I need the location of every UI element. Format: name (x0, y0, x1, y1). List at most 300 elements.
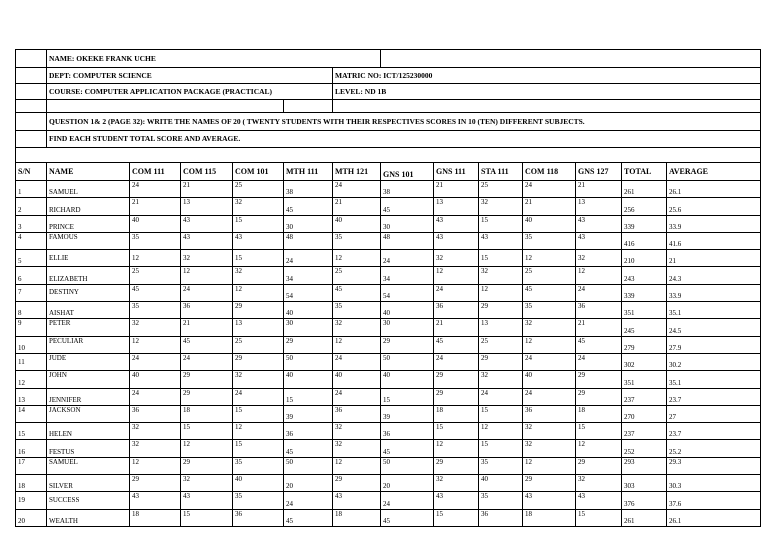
score-gns127-cell[interactable]: 43 (576, 492, 622, 509)
average-cell[interactable]: 37.6 (667, 492, 761, 509)
score-com111-cell[interactable]: 25 (130, 267, 181, 284)
score-com111-cell[interactable]: 40 (130, 215, 181, 232)
score-com118-cell[interactable]: 43 (523, 492, 576, 509)
score-gns111-cell[interactable]: 45 (434, 336, 479, 353)
score-com115-cell[interactable]: 43 (181, 215, 233, 232)
score-com111-cell[interactable]: 12 (130, 457, 181, 474)
score-com101-cell[interactable]: 32 (233, 371, 284, 388)
score-com111-cell[interactable]: 12 (130, 336, 181, 353)
score-gns101-cell[interactable]: 36 (381, 423, 434, 440)
score-com118-cell[interactable]: 29 (523, 475, 576, 492)
score-mth111-cell[interactable]: 45 (284, 198, 333, 215)
total-cell[interactable]: 261 (622, 181, 667, 198)
sn-cell[interactable]: 18 (16, 475, 47, 492)
average-cell[interactable]: 23.7 (667, 388, 761, 405)
header-mth111[interactable]: MTH 111 (284, 163, 333, 181)
student-name-cell[interactable]: SAMUEL (47, 181, 130, 198)
total-cell[interactable]: 376 (622, 492, 667, 509)
score-sta111-cell[interactable]: 15 (479, 405, 523, 422)
total-cell[interactable]: 351 (622, 302, 667, 319)
score-mth111-cell[interactable]: 29 (284, 336, 333, 353)
score-com111-cell[interactable]: 32 (130, 440, 181, 457)
header-gns111[interactable]: GNS 111 (434, 163, 479, 181)
score-sta111-cell[interactable]: 32 (479, 267, 523, 284)
score-sta111-cell[interactable]: 32 (479, 371, 523, 388)
score-mth121-cell[interactable]: 32 (333, 319, 381, 336)
score-com115-cell[interactable]: 24 (181, 284, 233, 301)
score-gns101-cell[interactable]: 39 (381, 405, 434, 422)
score-com101-cell[interactable]: 32 (233, 267, 284, 284)
score-com115-cell[interactable]: 21 (181, 319, 233, 336)
score-gns127-cell[interactable]: 12 (576, 440, 622, 457)
score-gns127-cell[interactable]: 24 (576, 284, 622, 301)
student-name-cell[interactable]: NAME: OKEKE FRANK UCHE (47, 50, 381, 68)
total-cell[interactable]: 279 (622, 336, 667, 353)
score-gns111-cell[interactable]: 24 (434, 353, 479, 370)
cell-blank[interactable] (16, 113, 47, 131)
score-mth121-cell[interactable]: 12 (333, 250, 381, 267)
sn-cell[interactable]: 2 (16, 198, 47, 215)
score-com115-cell[interactable]: 13 (181, 198, 233, 215)
average-cell[interactable]: 41.6 (667, 232, 761, 249)
cell-blank[interactable] (16, 68, 47, 84)
score-mth121-cell[interactable]: 21 (333, 198, 381, 215)
score-com115-cell[interactable]: 43 (181, 492, 233, 509)
score-mth121-cell[interactable]: 35 (333, 302, 381, 319)
score-com118-cell[interactable]: 32 (523, 440, 576, 457)
score-com118-cell[interactable]: 32 (523, 319, 576, 336)
sn-cell[interactable]: 1 (16, 181, 47, 198)
score-com118-cell[interactable]: 18 (523, 509, 576, 526)
score-com101-cell[interactable]: 15 (233, 250, 284, 267)
student-name-cell[interactable]: HELEN (47, 423, 130, 440)
score-sta111-cell[interactable]: 29 (479, 353, 523, 370)
sn-cell[interactable]: 13 (16, 388, 47, 405)
score-gns101-cell[interactable]: 30 (381, 319, 434, 336)
score-com101-cell[interactable]: 24 (233, 388, 284, 405)
score-com101-cell[interactable]: 15 (233, 215, 284, 232)
total-cell[interactable]: 416 (622, 232, 667, 249)
total-cell[interactable]: 339 (622, 215, 667, 232)
student-name-cell[interactable]: PECULIAR (47, 336, 130, 353)
score-mth121-cell[interactable]: 25 (333, 267, 381, 284)
score-gns111-cell[interactable]: 15 (434, 509, 479, 526)
score-gns101-cell[interactable]: 24 (381, 250, 434, 267)
score-com111-cell[interactable]: 45 (130, 284, 181, 301)
average-cell[interactable]: 35.1 (667, 302, 761, 319)
score-mth121-cell[interactable]: 29 (333, 475, 381, 492)
score-gns101-cell[interactable]: 24 (381, 492, 434, 509)
score-mth121-cell[interactable]: 43 (333, 492, 381, 509)
score-gns111-cell[interactable]: 15 (434, 423, 479, 440)
header-gns101[interactable]: GNS 101 (381, 163, 434, 181)
average-cell[interactable]: 26.1 (667, 181, 761, 198)
question-line-2[interactable]: FIND EACH STUDENT TOTAL SCORE AND AVERAGE. (47, 131, 761, 148)
score-gns111-cell[interactable]: 12 (434, 440, 479, 457)
score-sta111-cell[interactable]: 40 (479, 475, 523, 492)
score-gns111-cell[interactable]: 29 (434, 371, 479, 388)
score-gns111-cell[interactable]: 21 (434, 181, 479, 198)
score-mth111-cell[interactable]: 50 (284, 353, 333, 370)
average-cell[interactable]: 24.5 (667, 319, 761, 336)
sn-cell[interactable]: 8 (16, 302, 47, 319)
score-mth121-cell[interactable]: 24 (333, 388, 381, 405)
score-com115-cell[interactable]: 29 (181, 457, 233, 474)
score-com115-cell[interactable]: 24 (181, 353, 233, 370)
score-com101-cell[interactable]: 40 (233, 475, 284, 492)
score-gns101-cell[interactable]: 34 (381, 267, 434, 284)
student-name-cell[interactable]: SILVER (47, 475, 130, 492)
cell-blank[interactable] (16, 84, 47, 100)
score-gns111-cell[interactable]: 36 (434, 302, 479, 319)
student-name-cell[interactable]: SUCCESS (47, 492, 130, 509)
score-gns111-cell[interactable]: 24 (434, 284, 479, 301)
score-mth111-cell[interactable]: 30 (284, 319, 333, 336)
sn-cell[interactable]: 7 (16, 284, 47, 301)
student-name-cell[interactable]: JENNIFER (47, 388, 130, 405)
total-cell[interactable]: 351 (622, 371, 667, 388)
score-gns127-cell[interactable]: 21 (576, 181, 622, 198)
score-com115-cell[interactable]: 29 (181, 371, 233, 388)
score-com118-cell[interactable]: 35 (523, 302, 576, 319)
total-cell[interactable]: 210 (622, 250, 667, 267)
course-cell[interactable]: COURSE: COMPUTER APPLICATION PACKAGE (PRACTICAL) (47, 84, 333, 100)
score-com101-cell[interactable]: 29 (233, 353, 284, 370)
score-sta111-cell[interactable]: 15 (479, 250, 523, 267)
score-sta111-cell[interactable]: 25 (479, 181, 523, 198)
score-com111-cell[interactable]: 12 (130, 250, 181, 267)
score-mth121-cell[interactable]: 45 (333, 284, 381, 301)
score-com115-cell[interactable]: 12 (181, 267, 233, 284)
score-mth111-cell[interactable]: 50 (284, 457, 333, 474)
score-gns127-cell[interactable]: 32 (576, 250, 622, 267)
score-com115-cell[interactable]: 29 (181, 388, 233, 405)
student-name-cell[interactable]: JUDE (47, 353, 130, 370)
score-mth111-cell[interactable]: 38 (284, 181, 333, 198)
sn-cell[interactable]: 9 (16, 319, 47, 336)
sn-cell[interactable]: 14 (16, 405, 47, 422)
student-name-cell[interactable]: PETER (47, 319, 130, 336)
score-mth121-cell[interactable]: 18 (333, 509, 381, 526)
score-mth111-cell[interactable]: 54 (284, 284, 333, 301)
score-com118-cell[interactable]: 36 (523, 405, 576, 422)
average-cell[interactable]: 26.1 (667, 509, 761, 526)
score-com115-cell[interactable]: 32 (181, 250, 233, 267)
total-cell[interactable]: 339 (622, 284, 667, 301)
average-cell[interactable]: 29.3 (667, 457, 761, 474)
score-com101-cell[interactable]: 15 (233, 405, 284, 422)
total-cell[interactable]: 252 (622, 440, 667, 457)
sn-cell[interactable]: 19 (16, 492, 47, 509)
header-sta111[interactable]: STA 111 (479, 163, 523, 181)
score-mth121-cell[interactable]: 24 (333, 181, 381, 198)
score-com111-cell[interactable]: 32 (130, 423, 181, 440)
score-com111-cell[interactable]: 24 (130, 181, 181, 198)
score-com115-cell[interactable]: 15 (181, 509, 233, 526)
score-gns101-cell[interactable]: 29 (381, 336, 434, 353)
score-com118-cell[interactable]: 32 (523, 423, 576, 440)
score-gns111-cell[interactable]: 18 (434, 405, 479, 422)
score-mth111-cell[interactable]: 40 (284, 302, 333, 319)
header-com111[interactable]: COM 111 (130, 163, 181, 181)
score-sta111-cell[interactable]: 24 (479, 388, 523, 405)
score-mth111-cell[interactable]: 24 (284, 250, 333, 267)
score-sta111-cell[interactable]: 12 (479, 284, 523, 301)
average-cell[interactable]: 23.7 (667, 423, 761, 440)
score-gns127-cell[interactable]: 15 (576, 423, 622, 440)
score-com111-cell[interactable]: 40 (130, 371, 181, 388)
score-mth121-cell[interactable]: 32 (333, 440, 381, 457)
total-cell[interactable]: 245 (622, 319, 667, 336)
score-com115-cell[interactable]: 43 (181, 232, 233, 249)
cell-blank[interactable] (47, 100, 284, 113)
sn-cell[interactable]: 3 (16, 215, 47, 232)
score-mth111-cell[interactable]: 30 (284, 215, 333, 232)
cell-blank[interactable] (434, 50, 761, 68)
score-gns111-cell[interactable]: 43 (434, 215, 479, 232)
score-com111-cell[interactable]: 43 (130, 492, 181, 509)
header-mth121[interactable]: MTH 121 (333, 163, 381, 181)
score-gns101-cell[interactable]: 45 (381, 198, 434, 215)
question-line-1[interactable]: QUESTION 1& 2 (PAGE 32): WRITE THE NAMES OF 20 ( TWENTY STUDENTS WITH THEIR RESPECTIVES SCORES IN 10 (TEN) DIFFERENT SUBJECTS. (47, 113, 761, 131)
score-com111-cell[interactable]: 35 (130, 302, 181, 319)
average-cell[interactable]: 25.2 (667, 440, 761, 457)
student-name-cell[interactable]: JOHN (47, 371, 130, 388)
score-mth111-cell[interactable]: 45 (284, 440, 333, 457)
score-sta111-cell[interactable]: 29 (479, 302, 523, 319)
score-com111-cell[interactable]: 21 (130, 198, 181, 215)
sn-cell[interactable]: 11 (16, 353, 47, 370)
score-com101-cell[interactable]: 25 (233, 181, 284, 198)
score-com115-cell[interactable]: 32 (181, 475, 233, 492)
score-com101-cell[interactable]: 43 (233, 232, 284, 249)
score-gns127-cell[interactable]: 29 (576, 457, 622, 474)
score-com118-cell[interactable]: 25 (523, 267, 576, 284)
score-mth121-cell[interactable]: 32 (333, 423, 381, 440)
total-cell[interactable]: 237 (622, 388, 667, 405)
header-gns127[interactable]: GNS 127 (576, 163, 622, 181)
score-com101-cell[interactable]: 35 (233, 457, 284, 474)
score-gns101-cell[interactable]: 50 (381, 457, 434, 474)
student-name-cell[interactable]: SAMUEL (47, 457, 130, 474)
score-com118-cell[interactable]: 12 (523, 336, 576, 353)
score-com115-cell[interactable]: 18 (181, 405, 233, 422)
total-cell[interactable]: 256 (622, 198, 667, 215)
matric-number-cell[interactable]: MATRIC NO: ICT/125230000 (333, 68, 761, 84)
score-gns111-cell[interactable]: 21 (434, 319, 479, 336)
average-cell[interactable]: 27.9 (667, 336, 761, 353)
score-com111-cell[interactable]: 18 (130, 509, 181, 526)
score-com118-cell[interactable]: 21 (523, 198, 576, 215)
average-cell[interactable]: 21 (667, 250, 761, 267)
score-gns127-cell[interactable]: 24 (576, 353, 622, 370)
score-gns101-cell[interactable]: 45 (381, 440, 434, 457)
score-gns101-cell[interactable]: 40 (381, 371, 434, 388)
score-gns101-cell[interactable]: 48 (381, 232, 434, 249)
score-mth121-cell[interactable]: 35 (333, 232, 381, 249)
score-com101-cell[interactable]: 25 (233, 336, 284, 353)
header-total[interactable]: TOTAL (622, 163, 667, 181)
sn-cell[interactable]: 6 (16, 267, 47, 284)
score-com115-cell[interactable]: 36 (181, 302, 233, 319)
score-gns111-cell[interactable]: 43 (434, 492, 479, 509)
cell-blank[interactable] (16, 148, 761, 163)
score-mth121-cell[interactable]: 36 (333, 405, 381, 422)
score-mth111-cell[interactable]: 39 (284, 405, 333, 422)
average-cell[interactable]: 33.9 (667, 284, 761, 301)
score-gns127-cell[interactable]: 43 (576, 232, 622, 249)
student-name-cell[interactable]: ELIZABETH (47, 267, 130, 284)
score-gns101-cell[interactable]: 54 (381, 284, 434, 301)
header-name[interactable]: NAME (47, 163, 130, 181)
score-mth111-cell[interactable]: 45 (284, 509, 333, 526)
total-cell[interactable]: 243 (622, 267, 667, 284)
cell-blank[interactable] (381, 50, 434, 68)
score-gns127-cell[interactable]: 13 (576, 198, 622, 215)
sn-cell[interactable]: 4 (16, 232, 47, 249)
score-com101-cell[interactable]: 29 (233, 302, 284, 319)
sn-cell[interactable]: 16 (16, 440, 47, 457)
score-gns111-cell[interactable]: 12 (434, 267, 479, 284)
score-mth111-cell[interactable]: 24 (284, 492, 333, 509)
score-mth111-cell[interactable]: 48 (284, 232, 333, 249)
score-sta111-cell[interactable]: 12 (479, 423, 523, 440)
score-gns111-cell[interactable]: 32 (434, 250, 479, 267)
sn-cell[interactable]: 17 (16, 457, 47, 474)
score-com111-cell[interactable]: 32 (130, 319, 181, 336)
average-cell[interactable]: 27 (667, 405, 761, 422)
score-mth121-cell[interactable]: 40 (333, 215, 381, 232)
cell-blank[interactable] (284, 100, 333, 113)
score-com118-cell[interactable]: 40 (523, 371, 576, 388)
student-name-cell[interactable]: DESTINY (47, 284, 130, 301)
average-cell[interactable]: 33.9 (667, 215, 761, 232)
student-name-cell[interactable]: RICHARD (47, 198, 130, 215)
score-gns111-cell[interactable]: 13 (434, 198, 479, 215)
average-cell[interactable]: 24.3 (667, 267, 761, 284)
header-sn[interactable]: S/N (16, 163, 47, 181)
score-com115-cell[interactable]: 15 (181, 423, 233, 440)
total-cell[interactable]: 261 (622, 509, 667, 526)
total-cell[interactable]: 237 (622, 423, 667, 440)
score-sta111-cell[interactable]: 15 (479, 440, 523, 457)
score-com118-cell[interactable]: 35 (523, 232, 576, 249)
score-gns127-cell[interactable]: 45 (576, 336, 622, 353)
header-com115[interactable]: COM 115 (181, 163, 233, 181)
average-cell[interactable]: 30.2 (667, 353, 761, 370)
score-com118-cell[interactable]: 24 (523, 353, 576, 370)
score-mth111-cell[interactable]: 20 (284, 475, 333, 492)
student-name-cell[interactable]: PRINCE (47, 215, 130, 232)
student-name-cell[interactable]: JACKSON (47, 405, 130, 422)
score-com118-cell[interactable]: 24 (523, 388, 576, 405)
score-gns101-cell[interactable]: 45 (381, 509, 434, 526)
score-gns101-cell[interactable]: 50 (381, 353, 434, 370)
average-cell[interactable]: 35.1 (667, 371, 761, 388)
score-gns127-cell[interactable]: 32 (576, 475, 622, 492)
score-gns127-cell[interactable]: 29 (576, 388, 622, 405)
score-com118-cell[interactable]: 45 (523, 284, 576, 301)
sn-cell[interactable]: 5 (16, 250, 47, 267)
score-com111-cell[interactable]: 24 (130, 353, 181, 370)
score-com115-cell[interactable]: 12 (181, 440, 233, 457)
score-com115-cell[interactable]: 45 (181, 336, 233, 353)
sn-cell[interactable]: 12 (16, 371, 47, 388)
score-mth111-cell[interactable]: 15 (284, 388, 333, 405)
score-com115-cell[interactable]: 21 (181, 181, 233, 198)
score-com101-cell[interactable]: 32 (233, 198, 284, 215)
average-cell[interactable]: 30.3 (667, 475, 761, 492)
score-mth111-cell[interactable]: 40 (284, 371, 333, 388)
score-gns101-cell[interactable]: 40 (381, 302, 434, 319)
score-gns127-cell[interactable]: 43 (576, 215, 622, 232)
score-com101-cell[interactable]: 36 (233, 509, 284, 526)
score-gns101-cell[interactable]: 30 (381, 215, 434, 232)
sn-cell[interactable]: 20 (16, 509, 47, 526)
score-com118-cell[interactable]: 24 (523, 181, 576, 198)
score-com101-cell[interactable]: 13 (233, 319, 284, 336)
score-gns127-cell[interactable]: 15 (576, 509, 622, 526)
student-name-cell[interactable]: ELLIE (47, 250, 130, 267)
student-name-cell[interactable]: FAMOUS (47, 232, 130, 249)
score-gns111-cell[interactable]: 43 (434, 232, 479, 249)
score-com101-cell[interactable]: 12 (233, 284, 284, 301)
score-sta111-cell[interactable]: 43 (479, 232, 523, 249)
score-sta111-cell[interactable]: 13 (479, 319, 523, 336)
department-cell[interactable]: DEPT: COMPUTER SCIENCE (47, 68, 333, 84)
sn-cell[interactable]: 15 (16, 423, 47, 440)
average-cell[interactable]: 25.6 (667, 198, 761, 215)
score-gns101-cell[interactable]: 20 (381, 475, 434, 492)
score-mth121-cell[interactable]: 12 (333, 457, 381, 474)
score-gns127-cell[interactable]: 29 (576, 371, 622, 388)
score-mth121-cell[interactable]: 40 (333, 371, 381, 388)
score-com111-cell[interactable]: 36 (130, 405, 181, 422)
score-sta111-cell[interactable]: 35 (479, 492, 523, 509)
score-sta111-cell[interactable]: 32 (479, 198, 523, 215)
score-gns101-cell[interactable]: 38 (381, 181, 434, 198)
cell-blank[interactable] (16, 131, 47, 148)
sn-cell[interactable]: 10 (16, 336, 47, 353)
student-name-cell[interactable]: WEALTH (47, 509, 130, 526)
score-gns111-cell[interactable]: 29 (434, 457, 479, 474)
header-com118[interactable]: COM 118 (523, 163, 576, 181)
level-cell[interactable]: LEVEL: ND 1B (333, 84, 761, 100)
total-cell[interactable]: 302 (622, 353, 667, 370)
score-mth111-cell[interactable]: 36 (284, 423, 333, 440)
score-com111-cell[interactable]: 29 (130, 475, 181, 492)
score-sta111-cell[interactable]: 35 (479, 457, 523, 474)
total-cell[interactable]: 293 (622, 457, 667, 474)
score-com111-cell[interactable]: 35 (130, 232, 181, 249)
score-gns111-cell[interactable]: 29 (434, 388, 479, 405)
score-com118-cell[interactable]: 12 (523, 250, 576, 267)
total-cell[interactable]: 303 (622, 475, 667, 492)
student-name-cell[interactable]: FESTUS (47, 440, 130, 457)
score-gns127-cell[interactable]: 12 (576, 267, 622, 284)
score-com101-cell[interactable]: 35 (233, 492, 284, 509)
cell-blank[interactable] (333, 100, 761, 113)
score-mth121-cell[interactable]: 24 (333, 353, 381, 370)
cell-blank[interactable] (16, 100, 47, 113)
score-mth111-cell[interactable]: 34 (284, 267, 333, 284)
score-gns111-cell[interactable]: 32 (434, 475, 479, 492)
score-sta111-cell[interactable]: 15 (479, 215, 523, 232)
score-gns101-cell[interactable]: 15 (381, 388, 434, 405)
total-cell[interactable]: 270 (622, 405, 667, 422)
student-name-cell[interactable]: AISHAT (47, 302, 130, 319)
score-gns127-cell[interactable]: 18 (576, 405, 622, 422)
